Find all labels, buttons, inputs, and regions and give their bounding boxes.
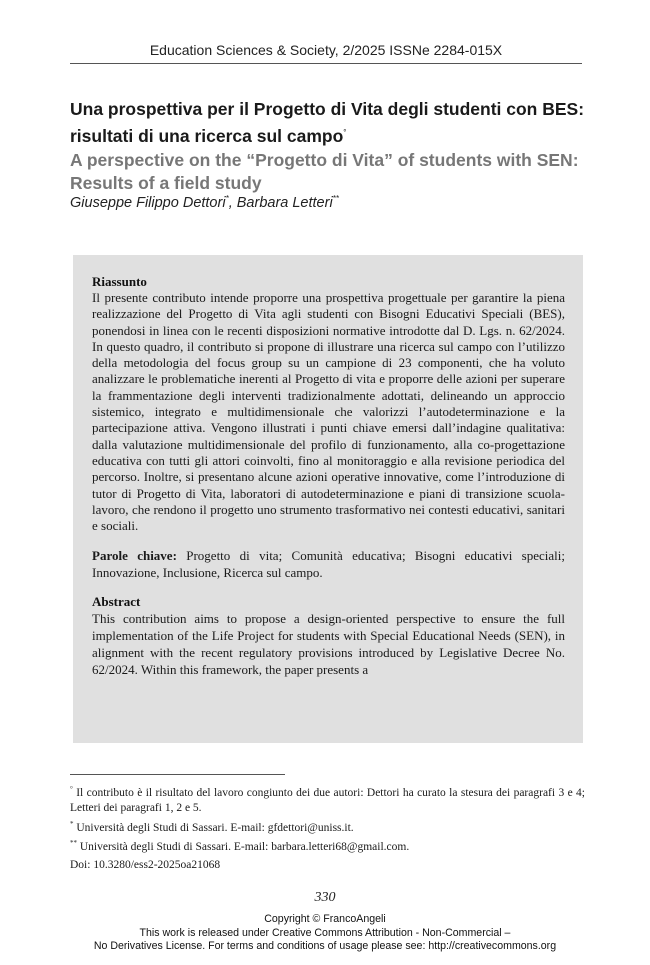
footnote-text: Il contributo è il risultato del lavoro congiunto dei due autori: Dettori ha curato la stesura dei paragrafi 3 e 4; Letteri dei paragrafi 1, 2 e 5. [70,786,585,815]
riassunto-text: Il presente contributo intende proporre una prospettiva progettuale per garantire la piena realizzazione del Progetto di Vita agli studenti con Bisogni Educativi Speciali (BES), ponendosi in linea con le recenti disposizioni normative introdotte dal D. Lgs. n. 62/2024. In questo quadro, il contributo si propone di illustrare una ricerca sul campo con l’utilizzo della metodologia del focus group su un campione di 23 componenti, che ha voluto analizzare le problematiche inerenti al Progetto di vita e proporre delle azioni per superare la frammentazione degli interventi tradizionalmente adottati, delineando un approccio sistemico, integrato e multidimensionale che valorizzi l’autodeterminazione e la partecipazione attiva. Vengono illustrati i punti chiave emersi dall’indagine qualitativa: dalla valutazione multidimensionale del profilo di funzionamento, alla co-progettazione educativa con tutti gli attori coinvolti, fino al monitoraggio e alla revisione periodica del percorso. Inoltre, si presentano alcune azioni operative innovative, come l’introduzione di tutor di Progetto di Vita, laboratori di autodeterminazione e piani di transizione scuola-lavoro, che rendono il progetto uno strumento trasformativo nei contesti educativi, sanitari e sociali. [92,290,565,534]
abstract-box-content [92,274,565,678]
english-title: A perspective on the “Progetto di Vita” of students with SEN: Results of a field study [70,150,579,193]
footnote-rule [70,774,285,775]
footnote-mark: * [70,819,74,828]
footnote [70,836,585,855]
footnote-mark: ** [70,839,77,848]
abstract-text: This contribution aims to propose a design-oriented perspective to ensure the full implementation of the Life Project for students with Special Educational Needs (SEN), in alignment with the recent regulatory provisions introduced by Legislative Decree No. 62/2024. Within this framework, the paper presents a [92,611,565,678]
footnote-mark: ° [70,785,73,793]
footnotes [70,782,585,855]
author-footnote-mark: ** [332,194,339,203]
author-name: Barbara Letteri [236,194,333,211]
keywords-label: Parole chiave: [92,548,177,564]
doi: Doi: 10.3280/ess2-2025oa21068 [70,859,221,871]
footnote-text: Università degli Studi di Sassari. E-mail: gfdettori@uniss.it. [73,821,354,834]
abstract-box [73,255,583,743]
license-line: This work is released under Creative Commons Attribution - Non-Commercial – [139,926,511,939]
header-rule [70,63,582,64]
footnote-text: Università degli Studi di Sassari. E-mail: barbara.letteri68@gmail.com. [77,840,410,853]
abstract-heading: Abstract [92,594,141,610]
copyright-line: Copyright © FrancoAngeli [264,913,386,925]
footnote [70,817,585,836]
author-footnote-mark: * [225,194,229,203]
title-footnote-mark: ° [343,128,347,137]
footnote [70,782,585,817]
italian-title [70,98,585,148]
box-bottom-mask [73,717,583,743]
italian-title-text: Una prospettiva per il Progetto di Vita degli studenti con BES: risultati di una ricerca sul campo [70,99,585,146]
license-line: No Derivatives License. For terms and conditions of usage please see: http://creativecommons.org [93,940,557,952]
riassunto-heading: Riassunto [92,274,147,289]
author-line [70,194,339,211]
author-separator: , [228,194,237,211]
keywords-text: Progetto di vita; Comunità educativa; Bisogni educativi speciali; Innovazione, Inclusione, Ricerca sul campo. [92,548,565,581]
license-notice [0,913,650,954]
page-number: 330 [314,890,336,905]
english-abstract [92,594,565,678]
keywords [92,547,565,581]
author-name: Giuseppe Filippo Dettori [70,194,226,211]
running-head: Education Sciences & Society, 2/2025 ISSNe 2284-015X [149,42,503,58]
